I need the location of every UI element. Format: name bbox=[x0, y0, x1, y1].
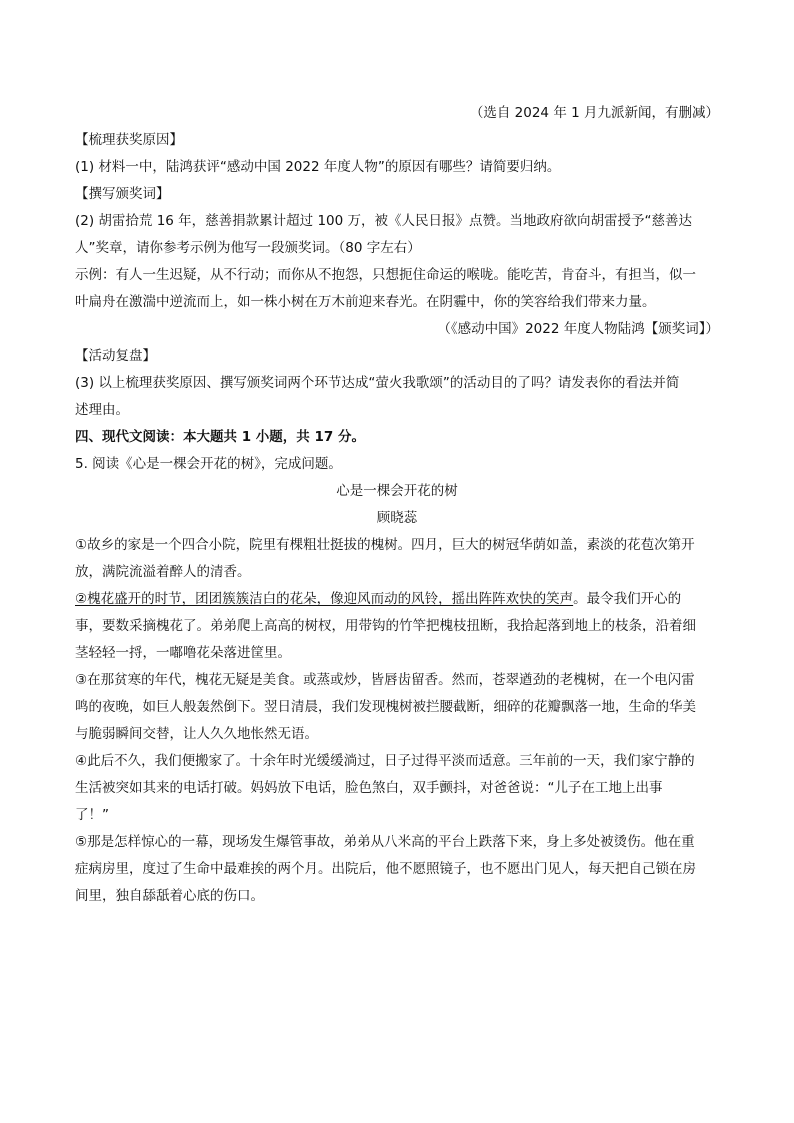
paragraph-4-line-1: ④此后不久，我们便搬家了。十余年时光缓缓淌过，日子过得平淡而适意。三年前的一天，我们家宁静的 bbox=[75, 753, 695, 769]
paragraph-4-line-3: 了！” bbox=[75, 807, 109, 823]
question-1: (1) 材料一中，陆鸿获评“感动中国 2022 年度人物”的原因有哪些？请简要归纳。 bbox=[75, 159, 561, 175]
question-2-line-1: (2) 胡雷拾荒 16 年，慈善捐款累计超过 100 万，被《人民日报》点赞。当地政府欲向胡雷授予“慈善达 bbox=[75, 213, 693, 229]
underlined-sentence: ②槐花盛开的时节，团团簇簇洁白的花朵，像迎风而动的风铃，摇出阵阵欢快的笑声 bbox=[75, 591, 574, 607]
example-line-1: 示例：有人一生迟疑，从不行动；而你从不抱怨，只想扼住命运的喉咙。能吃苦，肯奋斗，有担当，似一 bbox=[75, 267, 696, 283]
paragraph-2-line-3: 茎轻轻一捋，一嘟噜花朵落进筐里。 bbox=[75, 645, 291, 661]
paragraph-2-line-1 bbox=[75, 586, 719, 613]
example-line-2: 叶扁舟在激湍中逆流而上，如一株小树在万木前迎来春光。在阴霾中，你的笑容给我们带来力量。 bbox=[75, 294, 656, 310]
question-3-line-1: (3) 以上梳理获奖原因、撰写颁奖词两个环节达成“萤火我歌颂”的活动目的了吗？请发表你的看法并简 bbox=[75, 375, 680, 391]
question-2-line-2: 人”奖章，请你参考示例为他写一段颁奖词。（80 字左右） bbox=[75, 240, 421, 256]
article-author: 顾晓蕊 bbox=[376, 510, 418, 526]
page-content bbox=[75, 100, 719, 910]
paragraph-1-line-2: 放，满院流溢着醉人的清香。 bbox=[75, 564, 251, 580]
section-heading-award-speech: 【撰写颁奖词】 bbox=[75, 186, 170, 202]
example-source: （《感动中国》2022 年度人物陆鸿【颁奖词】） bbox=[437, 321, 719, 337]
paragraph-5-line-2: 症病房里，度过了生命中最难挨的两个月。出院后，他不愿照镜子，也不愿出门见人，每天把自己锁在房 bbox=[75, 861, 696, 877]
paragraph-3-line-3: 与脆弱瞬间交替，让人久久地怅然无语。 bbox=[75, 726, 318, 742]
source-note: （选自 2024 年 1 月九派新闻，有删减） bbox=[469, 105, 719, 121]
paragraph-3-line-2: 鸣的夜晚，如巨人般轰然倒下。翌日清晨，我们发现槐树被拦腰截断，细碎的花瓣飘落一地，生命的华美 bbox=[75, 699, 696, 715]
question-3-line-2: 述理由。 bbox=[75, 402, 129, 418]
paragraph-4-line-2: 生活被突如其来的电话打破。妈妈放下电话，脸色煞白，双手颤抖，对爸爸说：“儿子在工地上出事 bbox=[75, 780, 663, 796]
part-4-heading: 四、现代文阅读：本大题共 1 小题，共 17 分。 bbox=[75, 429, 365, 445]
article-title: 心是一棵会开花的树 bbox=[336, 483, 458, 499]
question-5-intro: 5. 阅读《心是一棵会开花的树》，完成问题。 bbox=[75, 456, 342, 472]
paragraph-1-line-1: ①故乡的家是一个四合小院，院里有棵粗壮挺拔的槐树。四月，巨大的树冠华荫如盖，素淡的花苞次第开 bbox=[75, 537, 695, 553]
section-heading-reasons: 【梳理获奖原因】 bbox=[75, 132, 183, 148]
paragraph-5-line-1: ⑤那是怎样惊心的一幕，现场发生爆管事故，弟弟从八米高的平台上跌落下来，身上多处被烫伤。他在重 bbox=[75, 834, 695, 850]
paragraph-3-line-1: ③在那贫寒的年代，槐花无疑是美食。或蒸或炒，皆唇齿留香。然而，苍翠遒劲的老槐树，在一个电闪雷 bbox=[75, 672, 695, 688]
paragraph-2-line-1-rest: 。最令我们开心的 bbox=[573, 591, 682, 607]
paragraph-2-line-2: 事，要数采摘槐花了。弟弟爬上高高的树杈，用带钩的竹竿把槐枝扭断，我拾起落到地上的枝条，沿着细 bbox=[75, 618, 696, 634]
section-heading-review: 【活动复盘】 bbox=[75, 348, 156, 364]
paragraph-5-line-3: 间里，独自舔舐着心底的伤口。 bbox=[75, 888, 264, 904]
